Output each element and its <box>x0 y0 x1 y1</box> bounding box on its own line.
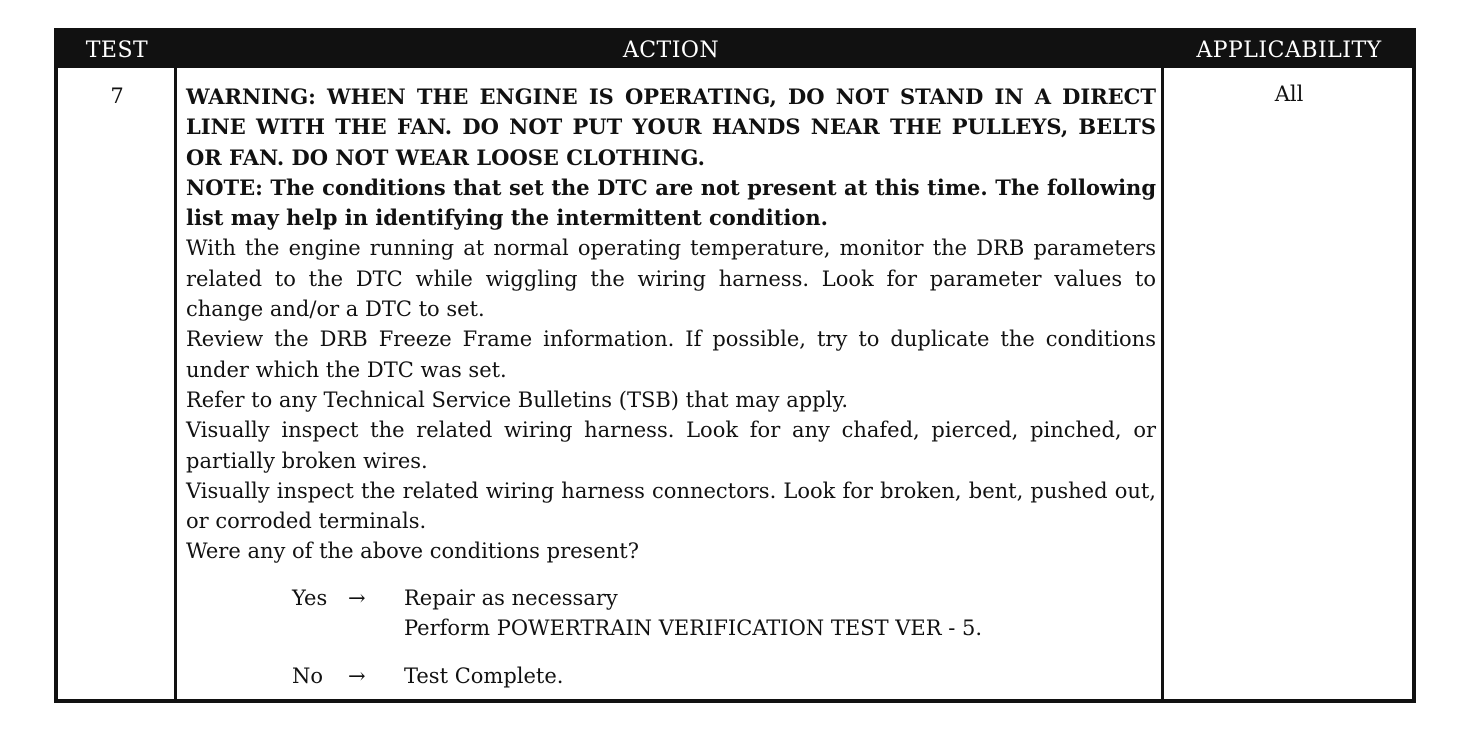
arrow-right-icon: → <box>348 585 366 610</box>
result-options <box>186 583 1156 691</box>
yes-action-line1: Repair as necessary <box>404 585 618 610</box>
table-header <box>58 32 1412 68</box>
yes-label: Yes <box>292 585 328 610</box>
test-table <box>54 28 1416 703</box>
step-text: Visually inspect the related wiring harness. Look for any chafed, pierced, pinched, or partially broken wires. <box>186 418 1156 473</box>
step-text: With the engine running at normal operating temperature, monitor the DRB parameters related to the DTC while wiggling the wiring harness. Look for parameter values to change and/or a DTC to set. <box>186 236 1156 322</box>
step-text: Review the DRB Freeze Frame information. If possible, try to duplicate the conditions under which the DTC was set. <box>186 327 1156 382</box>
header-action: ACTION <box>622 38 720 63</box>
no-option <box>292 661 1156 691</box>
yes-option <box>292 583 1156 643</box>
warning-text: WARNING: WHEN THE ENGINE IS OPERATING, DO NOT STAND IN A DIRECT LINE WITH THE FAN. DO NOT PUT YOUR HANDS NEAR THE PULLEYS, BELTS OR FAN. DO NOT WEAR LOOSE CLOTHING. <box>186 84 1156 170</box>
action-cell <box>186 82 1156 691</box>
no-label: No <box>292 663 324 688</box>
test-number: 7 <box>110 84 124 108</box>
yes-action-line2: Perform POWERTRAIN VERIFICATION TEST VER - 5. <box>404 615 983 640</box>
header-test: TEST <box>85 38 149 63</box>
applicability-value: All <box>1274 82 1304 106</box>
question-text: Were any of the above conditions present? <box>186 539 639 564</box>
note-text: NOTE: The conditions that set the DTC are not present at this time. The following list may help in identifying the intermittent condition. <box>186 174 1156 231</box>
header-applicability: APPLICABILITY <box>1196 38 1382 63</box>
step-text: Visually inspect the related wiring harness connectors. Look for broken, bent, pushed out, or corroded terminals. <box>186 478 1156 534</box>
column-divider <box>174 68 177 699</box>
step-text: Refer to any Technical Service Bulletins (TSB) that may apply. <box>186 387 849 412</box>
column-divider <box>1161 68 1164 699</box>
arrow-right-icon: → <box>348 663 366 688</box>
no-action-line1: Test Complete. <box>404 663 564 688</box>
